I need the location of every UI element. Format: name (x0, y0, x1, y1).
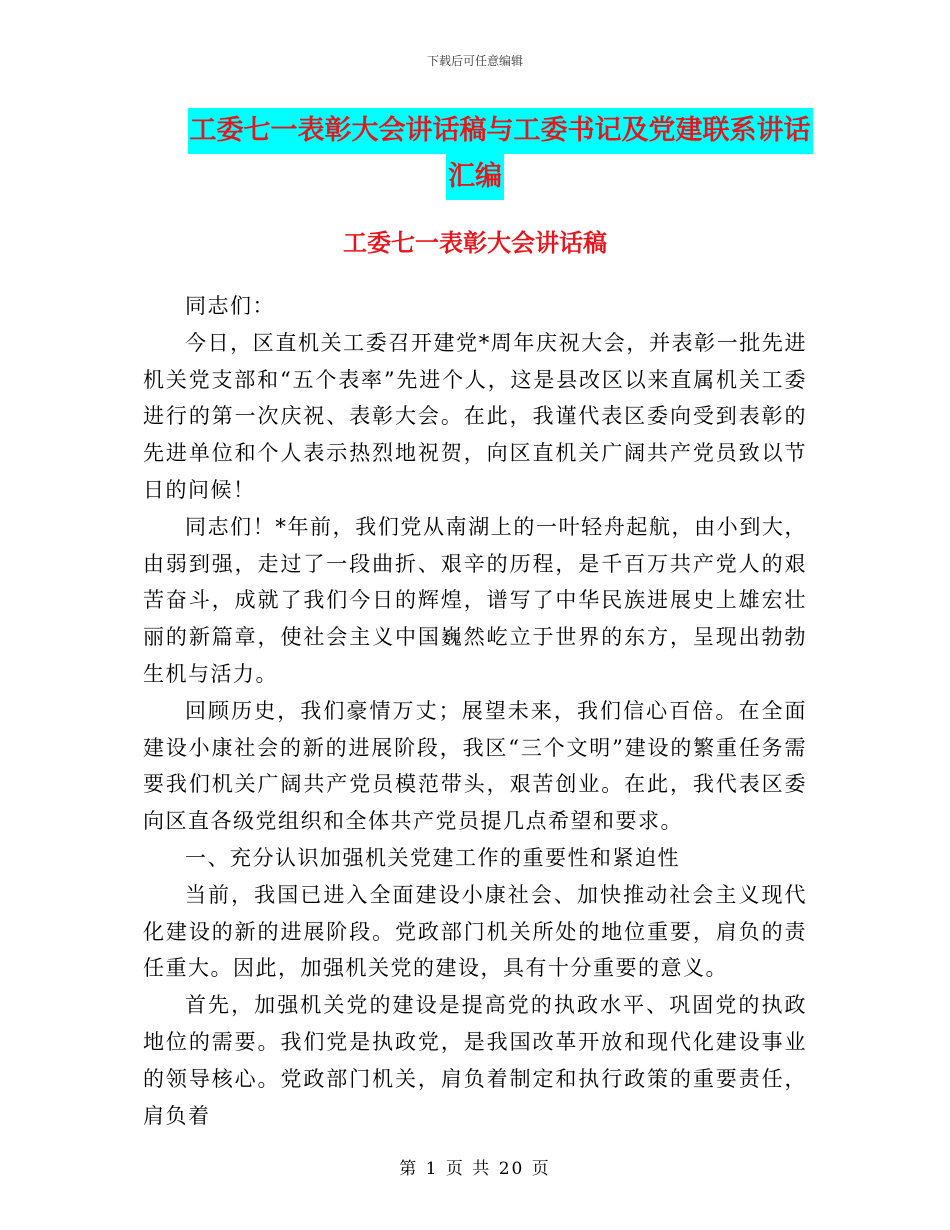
section-title: 工委七一表彰大会讲话稿 (343, 229, 607, 257)
paragraph: 当前，我国已进入全面建设小康社会、加快推动社会主义现代化建设的新的进展阶段。党政部门机关所处的地位重要，肩负的责任重大。因此，加强机关党的建设，具有十分重要的意义。 (143, 882, 807, 981)
paragraph: 回顾历史，我们豪情万丈；展望未来，我们信心百倍。在全面建设小康社会的新的进展阶段，我区“三个文明”建设的繁重任务需要我们机关广阔共产党员模范带头，艰苦创业。在此，我代表区委向区直各级党组织和全体共产党员提几点希望和要求。 (143, 698, 807, 834)
page-footer: 第 1 页 共 20 页 (399, 1159, 551, 1179)
paragraph-greeting: 同志们： (185, 294, 275, 318)
title-line-1: 工委七一表彰大会讲话稿与工委书记及党建联系讲话 (188, 108, 813, 154)
body-text (143, 288, 807, 1134)
header-note: 下载后可任意编辑 (426, 54, 523, 68)
section-heading: 一、充分认识加强机关党建工作的重要性和紧迫性 (185, 845, 680, 870)
document-title (0, 108, 950, 200)
paragraph: 同志们！*年前，我们党从南湖上的一叶轻舟起航，由小到大，由弱到强，走过了一段曲折、艰辛的历程，是千百万共产党人的艰苦奋斗，成就了我们今日的辉煌，谱写了中华民族进展史上雄宏壮丽的新篇章，使社会主义中国巍然屹立于世界的东方，呈现出勃勃生机与活力。 (143, 514, 807, 686)
paragraph: 今日，区直机关工委召开建党*周年庆祝大会，并表彰一批先进机关党支部和“五个表率”先进个人，这是县改区以来直属机关工委进行的第一次庆祝、表彰大会。在此，我谨代表区委向受到表彰的先进单位和个人表示热烈地祝贺，向区直机关广阔共产党员致以节日的问候！ (143, 330, 807, 502)
title-line-2: 汇编 (446, 154, 504, 200)
paragraph: 首先，加强机关党的建设是提高党的执政水平、巩固党的执政地位的需要。我们党是执政党，是我国改革开放和现代化建设事业的领导核心。党政部门机关，肩负着制定和执行政策的重要责任，肩负着 (143, 993, 807, 1128)
